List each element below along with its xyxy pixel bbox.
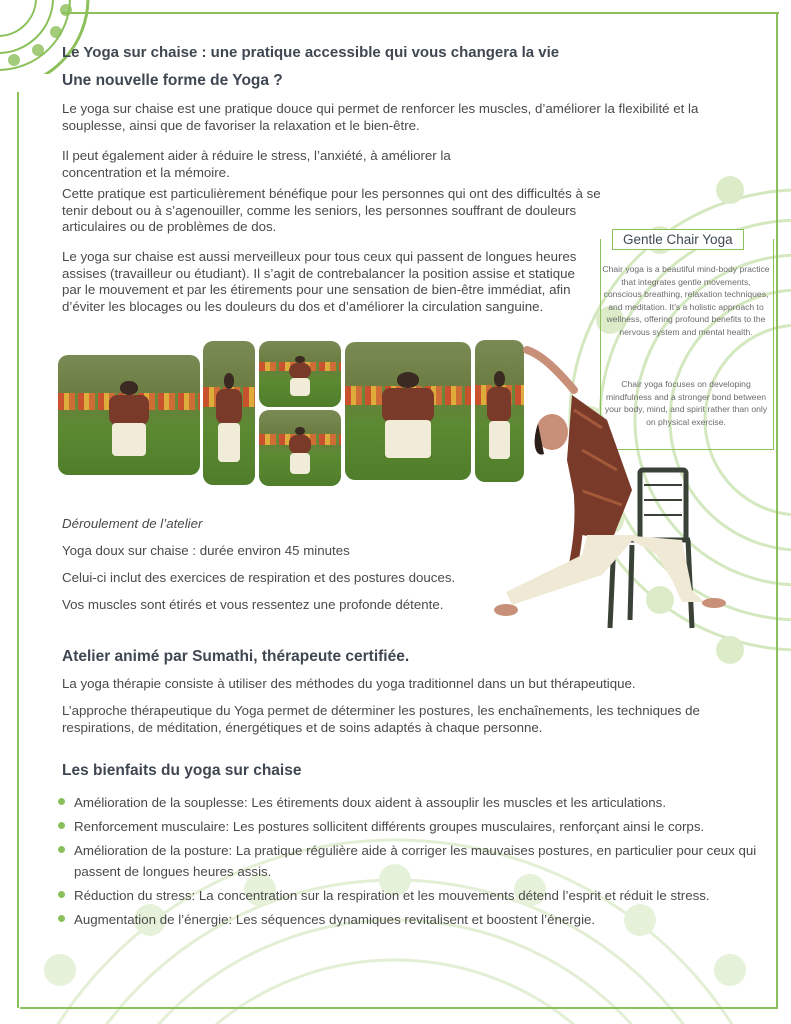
sidebar-paragraph-2: Chair yoga focuses on developing mindfulness and a stronger bond between your body, mind, and spirit rather than only on physical exercise. [604,379,768,427]
intro-paragraph-4: Le yoga sur chaise est aussi merveilleux pour tous ceux qui passent de longues heures assises (travailleur ou étudiant). Il s’agit de contrebalancer la position assise et statique par le mouvement et par les étirements pour une sensation de bien-être immédiat, afin d’éviter les blocages ou les douleurs du dos et d’améliorer la circulation sanguine. [62,249,577,314]
therapist-paragraph-2: L’approche thérapeutique du Yoga permet de déterminer les postures, les enchaînements, les techniques de respirations, de méditation, énergétiques et de soins adaptés à chaque personne. [62,703,700,735]
bullet-dot-icon [58,798,65,805]
photo-forward-bend [345,342,471,480]
photo-warrior-pose-2 [259,410,341,486]
sidebar-title: Gentle Chair Yoga [612,229,744,250]
workshop-line-duration: Yoga doux sur chaise : durée environ 45 minutes [62,543,350,558]
workshop-line-content: Celui-ci inclut des exercices de respiration et des postures douces. [62,570,456,585]
intro-paragraph-1: Le yoga sur chaise est une pratique douce qui permet de renforcer les muscles, d’améliorer la flexibilité et la souplesse, ainsi que de favoriser la relaxation et le bien-être. [62,101,699,133]
benefit-text: Amélioration de la posture: La pratique régulière aide à corriger les mauvaises postures, en particulier pour ceux qui passent de longues heures assis. [74,843,757,879]
photo-side-stretch [58,355,200,475]
bullet-dot-icon [58,822,65,829]
section-heading-benefits: Les bienfaits du yoga sur chaise [62,762,302,779]
frame-top-border [62,12,779,14]
frame-right-border [776,12,778,1008]
bullet-dot-icon [58,846,65,853]
workshop-heading: Déroulement de l’atelier [62,516,203,531]
list-item [58,885,770,906]
bullet-dot-icon [58,891,65,898]
list-item [58,816,770,837]
intro-paragraph-2: Il peut également aider à réduire le stress, l’anxiété, à améliorer la concentration et la mémoire. [62,148,451,180]
benefit-text: Amélioration de la souplesse: Les étirements doux aident à assouplir les muscles et les articulations. [74,795,667,810]
benefit-text: Augmentation de l’énergie: Les séquences dynamiques revitalisent et boostent l’énergie. [74,912,596,927]
page-title: Le Yoga sur chaise : une pratique accessible qui vous changera la vie [62,44,560,61]
therapist-paragraph-1: La yoga thérapie consiste à utiliser des méthodes du yoga traditionnel dans un but thérapeutique. [62,676,636,691]
benefit-text: Renforcement musculaire: Les postures sollicitent différents groupes musculaires, renforçant ainsi le corps. [74,819,705,834]
list-item [58,840,770,882]
benefits-list [58,792,770,933]
photo-seated-twist [203,341,255,485]
benefit-text: Réduction du stress: La concentration sur la respiration et les mouvements détend l’esprit et réduit le stress. [74,888,710,903]
list-item [58,909,770,930]
image-woman-chair-side-bend [482,340,732,635]
sidebar-paragraph-1: Chair yoga is a beautiful mind-body practice that integrates gentle movements, conscious breathing, relaxation techniques, and meditation. It's a holistic approach to wellness, offering profound benefits to the nervous system and mental health. [602,264,770,337]
photo-warrior-pose-1 [259,341,341,407]
section-heading-new-form: Une nouvelle forme de Yoga ? [62,72,283,89]
intro-paragraph-3: Cette pratique est particulièrement bénéfique pour les personnes qui ont des difficultés à se tenir debout ou à s’agenouiller, comme les seniors, les personnes souffrant de douleurs articulaires ou de problèmes de dos. [62,186,601,234]
list-item [58,792,770,813]
frame-bottom-border [20,1007,778,1009]
workshop-line-relaxation: Vos muscles sont étirés et vous ressentez une profonde détente. [62,597,444,612]
frame-left-border [17,92,19,1008]
section-heading-therapist: Atelier animé par Sumathi, thérapeute certifiée. [62,648,410,665]
bullet-dot-icon [58,915,65,922]
